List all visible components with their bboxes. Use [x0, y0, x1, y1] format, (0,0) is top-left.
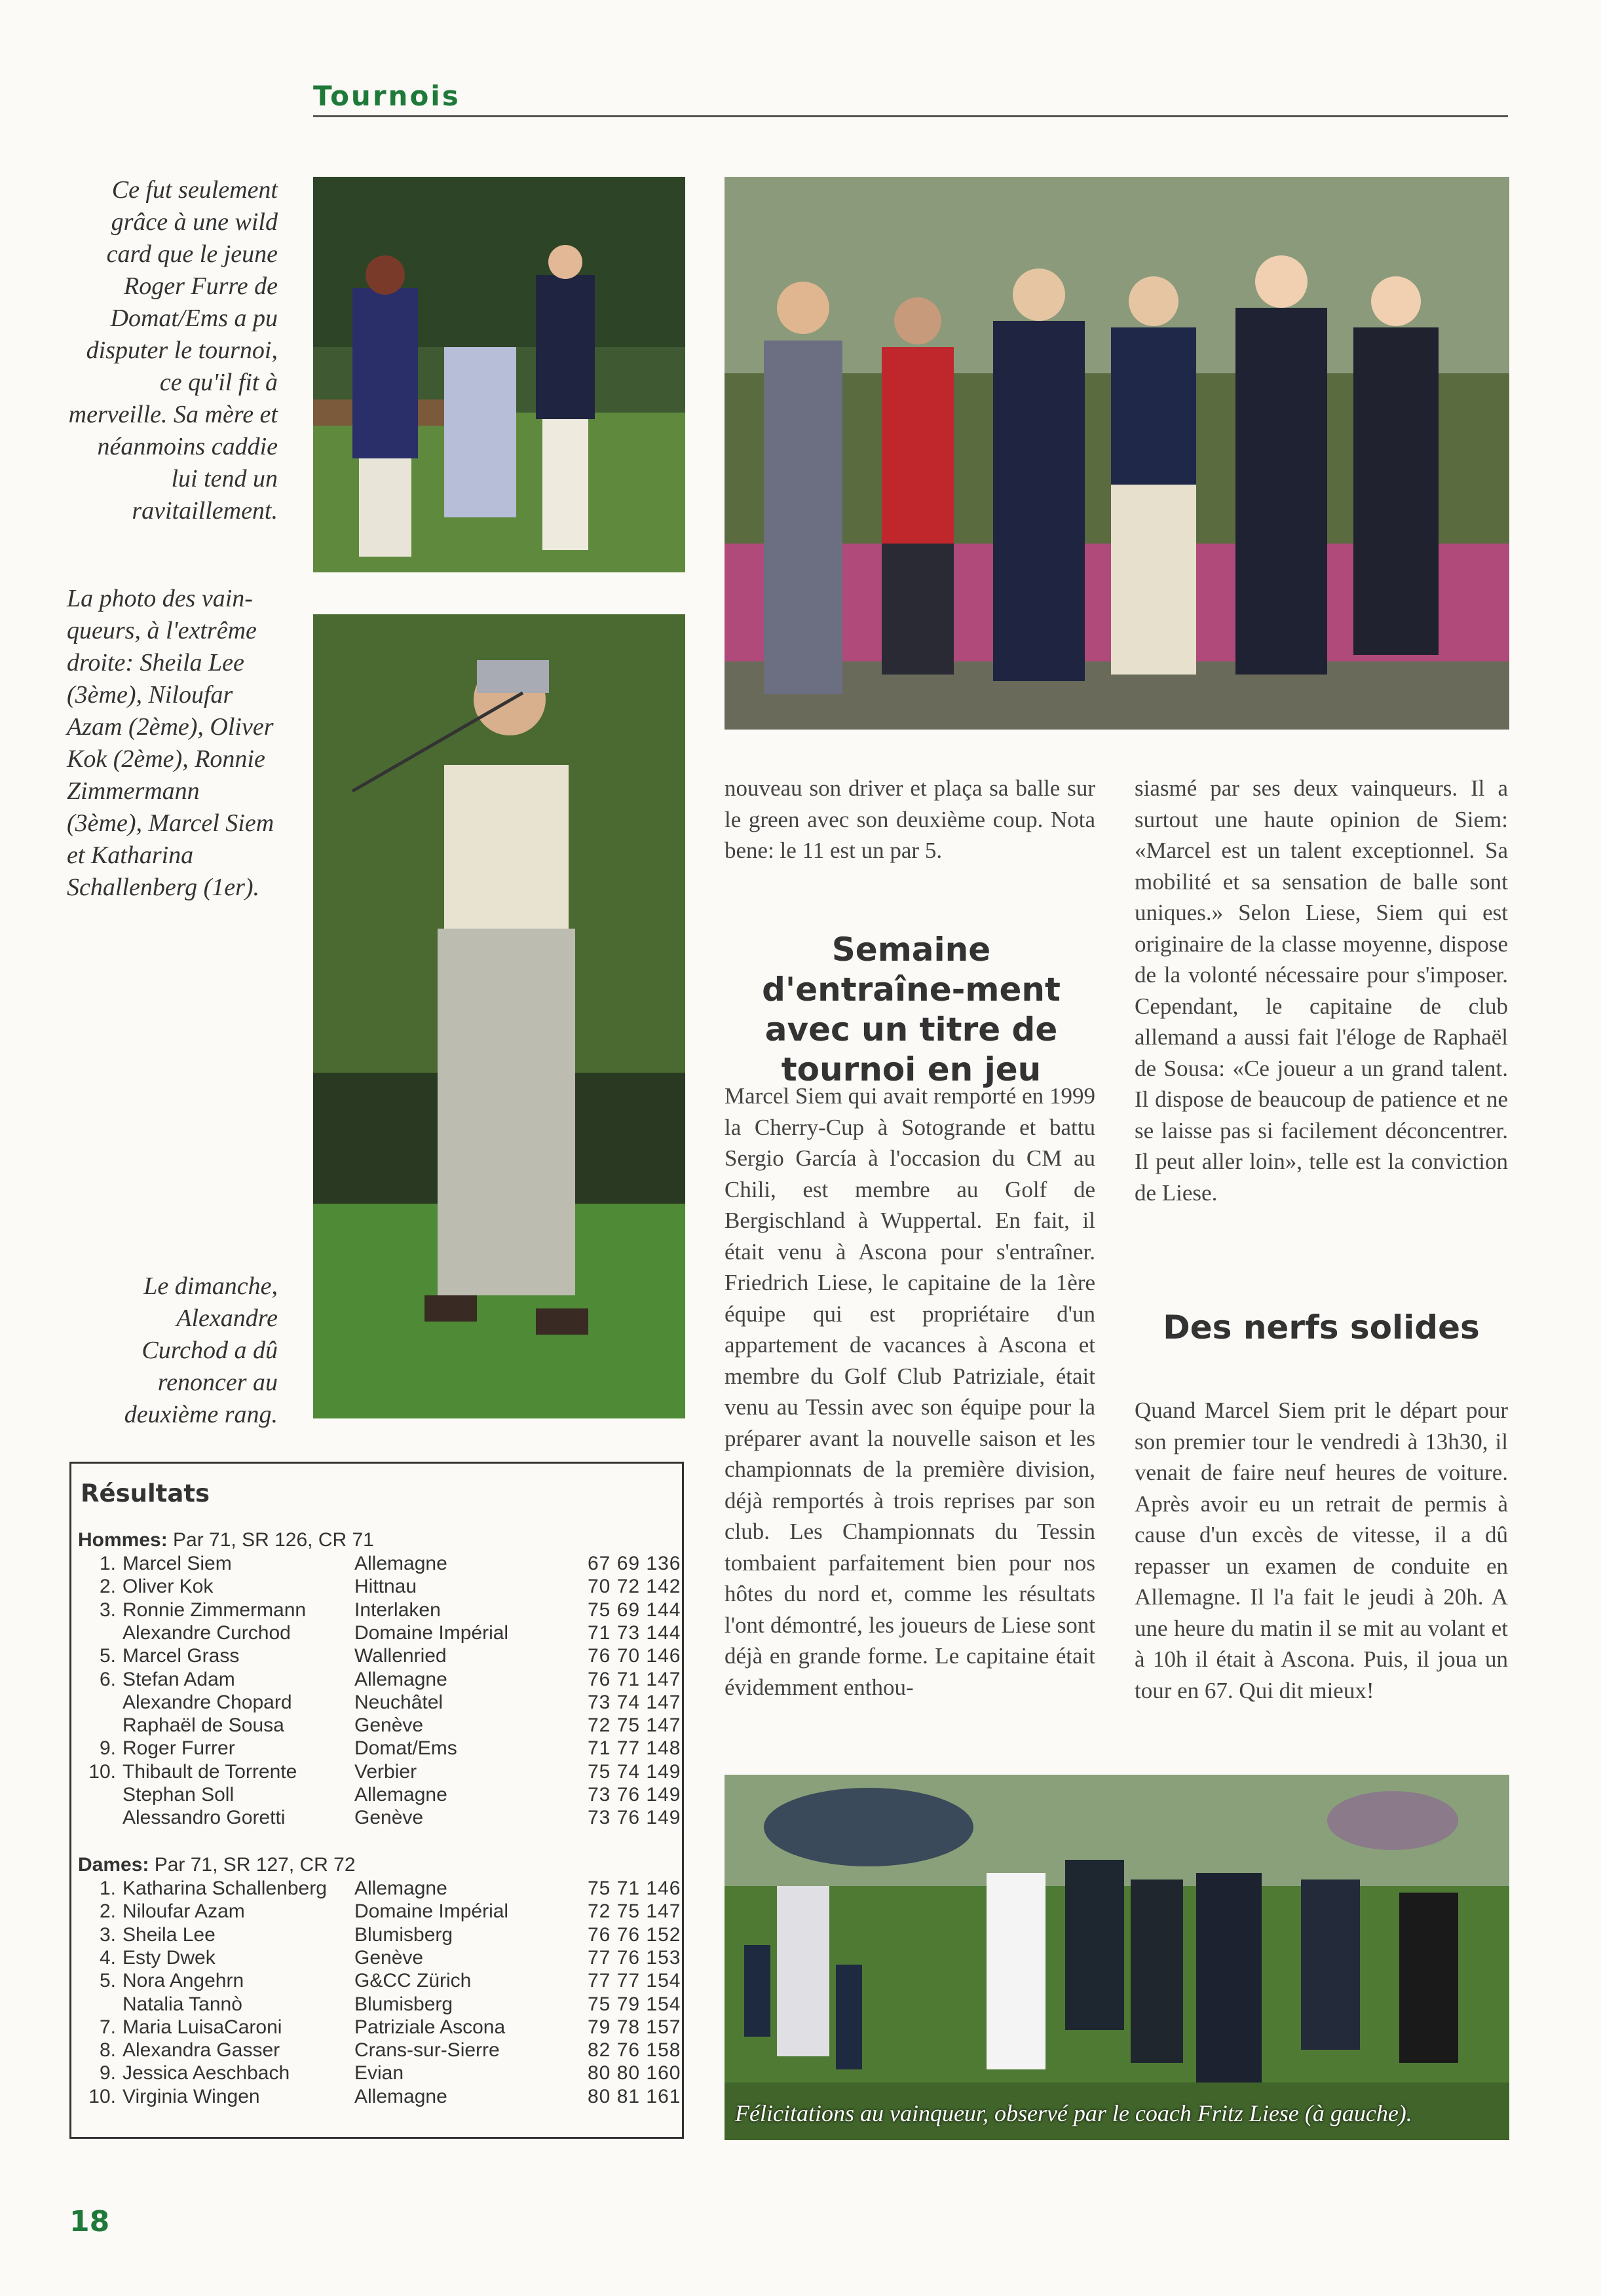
heading-nerfs: Des nerfs solides	[1163, 1308, 1480, 1346]
rank: 3.	[99, 1599, 116, 1621]
rank: 3.	[99, 1923, 116, 1946]
club-name: Interlaken	[354, 1599, 441, 1621]
rank: 6.	[99, 1668, 116, 1690]
club-name: G&CC Zürich	[354, 1970, 472, 1992]
player-name: Niloufar Azam	[122, 1900, 245, 1923]
player-name: Alexandre Curchod	[122, 1621, 291, 1644]
results-row	[71, 1806, 681, 1829]
player-name: Alexandre Chopard	[122, 1691, 292, 1713]
results-row	[71, 1599, 681, 1621]
results-row	[71, 2062, 681, 2084]
club-name: Allemagne	[354, 1553, 447, 1574]
results-row	[71, 1668, 681, 1691]
player-name: Maria LuisaCaroni	[122, 2016, 282, 2038]
player-name: Raphaël de Sousa	[122, 1714, 284, 1737]
caption-furrer-text: Ce fut seulement grâce à une wild card que le jeune Roger Furre de Domat/Ems a pu disputer le tournoi, ce qu'il fit à merveille. Sa mère et néanmoins caddie lui tend un ravitaillement.	[68, 176, 278, 525]
rank: 7.	[99, 2016, 116, 2038]
score: 76 76 152	[588, 1923, 681, 1946]
score: 72 75 147	[588, 1900, 681, 1923]
score: 77 76 153	[588, 1946, 681, 1969]
results-row	[71, 1760, 681, 1783]
club-name: Crans-sur-Sierre	[354, 2039, 500, 2062]
caption-winners	[67, 583, 290, 904]
rank: 1.	[99, 1553, 116, 1574]
club-name: Genève	[354, 1946, 424, 1969]
photo-winners	[725, 177, 1509, 730]
club-name: Domaine Impérial	[354, 1621, 509, 1644]
club-name: Evian	[354, 2062, 404, 2084]
caption-line: deuxième rang.	[124, 1401, 278, 1428]
score: 73 76 149	[588, 1784, 681, 1805]
club-name: Allemagne	[354, 1784, 447, 1805]
player-name: Virginia Wingen	[122, 2085, 260, 2107]
caption-curchod	[66, 1270, 278, 1431]
rank: 4.	[99, 1946, 116, 1969]
results-row	[71, 1923, 681, 1946]
club-name: Blumisberg	[354, 1993, 453, 2015]
photo-ceremony	[725, 1775, 1509, 2140]
player-name: Roger Furrer	[122, 1737, 235, 1760]
results-row	[71, 2039, 681, 2062]
player-name: Stephan Soll	[122, 1784, 235, 1805]
score: 75 79 154	[588, 1993, 681, 2015]
score: 71 77 148	[588, 1737, 681, 1760]
player-name: Sheila Lee	[122, 1923, 216, 1946]
results-row	[71, 2085, 681, 2108]
club-name: Verbier	[354, 1760, 417, 1783]
score: 80 81 161	[588, 2085, 681, 2107]
women-info: Par 71, SR 127, CR 72	[149, 1854, 356, 1876]
article-col1-intro: nouveau son driver et plaça sa balle sur le green avec son deuxième coup. Nota bene: le 11 est un par 5.	[725, 775, 1095, 863]
results-row	[71, 1714, 681, 1737]
score: 67 69 136	[588, 1553, 681, 1574]
score: 75 69 144	[588, 1599, 681, 1621]
rank: 2.	[99, 1900, 116, 1923]
player-name: Nora Angehrn	[122, 1970, 244, 1992]
club-name: Allemagne	[354, 2085, 447, 2107]
club-name: Wallenried	[354, 1645, 447, 1667]
rank: 10.	[88, 2085, 116, 2107]
score: 73 74 147	[588, 1691, 681, 1713]
score: 73 76 149	[588, 1807, 681, 1829]
club-name: Allemagne	[354, 1668, 447, 1690]
player-name: Natalia Tannò	[122, 1993, 242, 2015]
rank: 9.	[99, 2062, 116, 2084]
caption-line: (3ème), Niloufar	[67, 681, 233, 709]
player-name: Stefan Adam	[122, 1668, 235, 1690]
caption-line: queurs, à l'extrême	[67, 617, 257, 644]
women-label: Dames:	[78, 1854, 149, 1876]
player-name: Oliver Kok	[122, 1576, 214, 1598]
results-row	[71, 1691, 681, 1714]
article-col2-body: siasmé par ses deux vainqueurs. Il a surtout une haute opinion de Siem: «Marcel est un talent exceptionnel. Sa mobilité et sa sensation de balle sont uniques.» Selon Liese, Siem qui est originaire de la classe moyenne, dispose de la volonté nécessaire pour s'imposer. Cependant, le capitaine de club allemand a aussi fait l'éloge de Raphaël de Sousa: «Ce joueur a un grand talent. Il dispose de beaucoup de patience et ne se laisse pas si facilement déconcentrer. Il peut aller loin», telle est la conviction de Liese.	[1135, 775, 1508, 1206]
rank: 1.	[99, 1878, 116, 1899]
score: 76 71 147	[588, 1668, 681, 1690]
score: 71 73 144	[588, 1621, 681, 1644]
club-name: Patriziale Ascona	[354, 2016, 506, 2038]
rank: 5.	[99, 1970, 116, 1992]
rank: 5.	[99, 1645, 116, 1667]
results-row	[71, 1783, 681, 1806]
results-row	[71, 1969, 681, 1992]
rank: 10.	[88, 1760, 116, 1783]
rank: 9.	[99, 1737, 116, 1760]
player-name: Marcel Grass	[122, 1645, 240, 1667]
article-col1-body: Marcel Siem qui avait remporté en 1999 la Cherry-Cup à Sotogrande et battu Sergio García à l'occasion du CM au Chili, est membre au Golf de Bergischland à Wuppertal. En fait, il était venu à Ascona pour s'entraîner. Friedrich Liese, le capitaine de la 1ère équipe qui est propriétaire d'un appartement de vacances à Ascona et membre du Golf Club Patriziale, était venu au Tessin avec son équipe pour la préparer avant la nouvelle saison et les championnats de la première division, déjà remportés à trois reprises par son club. Les Championnats du Tessin tombaient parfaitement bien pour nos hôtes du nord et, comme les résultats l'ont démontré, les joueurs de Liese sont déjà en grande forme. Le capitaine était évidemment enthou-	[725, 1083, 1095, 1700]
results-men-header	[78, 1529, 374, 1551]
section-title: Tournois	[313, 80, 461, 112]
caption-ceremony: Félicitations au vainqueur, observé par le coach Fritz Liese (à gauche).	[735, 2100, 1412, 2126]
caption-line: Curchod a dû	[141, 1337, 278, 1364]
player-name: Thibault de Torrente	[122, 1760, 297, 1783]
club-name: Allemagne	[354, 1878, 447, 1899]
results-row	[71, 1946, 681, 1969]
score: 82 76 158	[588, 2039, 681, 2062]
article-col2-body2: Quand Marcel Siem prit le départ pour son premier tour le vendredi à 13h30, il venait de faire neuf heures de voiture. Après avoir eu un retrait de permis à cause d'un excès de vitesse, il a dû repasser un examen de conduite en Allemagne. Il l'a fait le jeudi à 20h. A une heure du matin il se mit au volant et à 10h il était à Ascona. Puis, il joua un tour en 67. Qui dit mieux!	[1135, 1398, 1508, 1703]
player-name: Alessandro Goretti	[122, 1807, 286, 1829]
club-name: Blumisberg	[354, 1923, 453, 1946]
caption-line: Schallenberg (1er).	[67, 874, 260, 901]
results-row	[71, 1552, 681, 1575]
score: 70 72 142	[588, 1576, 681, 1598]
score: 80 80 160	[588, 2062, 681, 2084]
photo-golfer	[313, 614, 685, 1418]
men-info: Par 71, SR 126, CR 71	[167, 1529, 374, 1551]
results-title: Résultats	[81, 1479, 210, 1508]
score: 77 77 154	[588, 1970, 681, 1992]
rank: 8.	[99, 2039, 116, 2062]
results-row	[71, 1575, 681, 1598]
results-box	[69, 1462, 684, 2139]
score: 76 70 146	[588, 1645, 681, 1667]
page-number: 18	[69, 2205, 110, 2238]
player-name: Marcel Siem	[122, 1553, 232, 1574]
header-rule	[313, 115, 1508, 117]
caption-line: La photo des vain-	[67, 585, 253, 612]
player-name: Katharina Schallenberg	[122, 1878, 327, 1899]
player-name: Ronnie Zimmermann	[122, 1599, 307, 1621]
caption-line: (3ème), Marcel Siem	[67, 809, 274, 837]
club-name: Domat/Ems	[354, 1737, 457, 1760]
results-row	[71, 1993, 681, 2016]
club-name: Domaine Impérial	[354, 1900, 509, 1923]
caption-line: droite: Sheila Lee	[67, 649, 244, 676]
photo-caddie	[313, 177, 685, 572]
heading-semaine: Semaine d'entraîne-ment avec un titre de tournoi en jeu	[762, 931, 1061, 1088]
score: 72 75 147	[588, 1714, 681, 1737]
player-name: Jessica Aeschbach	[122, 2062, 290, 2084]
score: 79 78 157	[588, 2016, 681, 2038]
results-row	[71, 1621, 681, 1644]
results-row	[71, 2016, 681, 2039]
score: 75 74 149	[588, 1760, 681, 1783]
results-row	[71, 1877, 681, 1900]
results-women-header	[78, 1854, 356, 1876]
club-name: Genève	[354, 1714, 424, 1737]
caption-line: Kok (2ème), Ronnie	[67, 745, 265, 773]
caption-line: Azam (2ème), Oliver	[67, 713, 274, 741]
caption-line: et Katharina	[67, 842, 194, 869]
results-row	[71, 1644, 681, 1667]
caption-line: Le dimanche,	[143, 1272, 278, 1300]
rank: 2.	[99, 1576, 116, 1598]
club-name: Hittnau	[354, 1576, 417, 1598]
results-row	[71, 1900, 681, 1923]
results-row	[71, 1737, 681, 1760]
club-name: Neuchâtel	[354, 1691, 443, 1713]
caption-line: Alexandre	[176, 1305, 278, 1332]
player-name: Esty Dwek	[122, 1946, 216, 1969]
player-name: Alexandra Gasser	[122, 2039, 280, 2062]
score: 75 71 146	[588, 1878, 681, 1899]
caption-furrer	[66, 174, 278, 527]
men-label: Hommes:	[78, 1529, 168, 1551]
caption-line: Zimmermann	[67, 777, 200, 805]
caption-line: renoncer au	[157, 1369, 278, 1396]
club-name: Genève	[354, 1807, 424, 1829]
